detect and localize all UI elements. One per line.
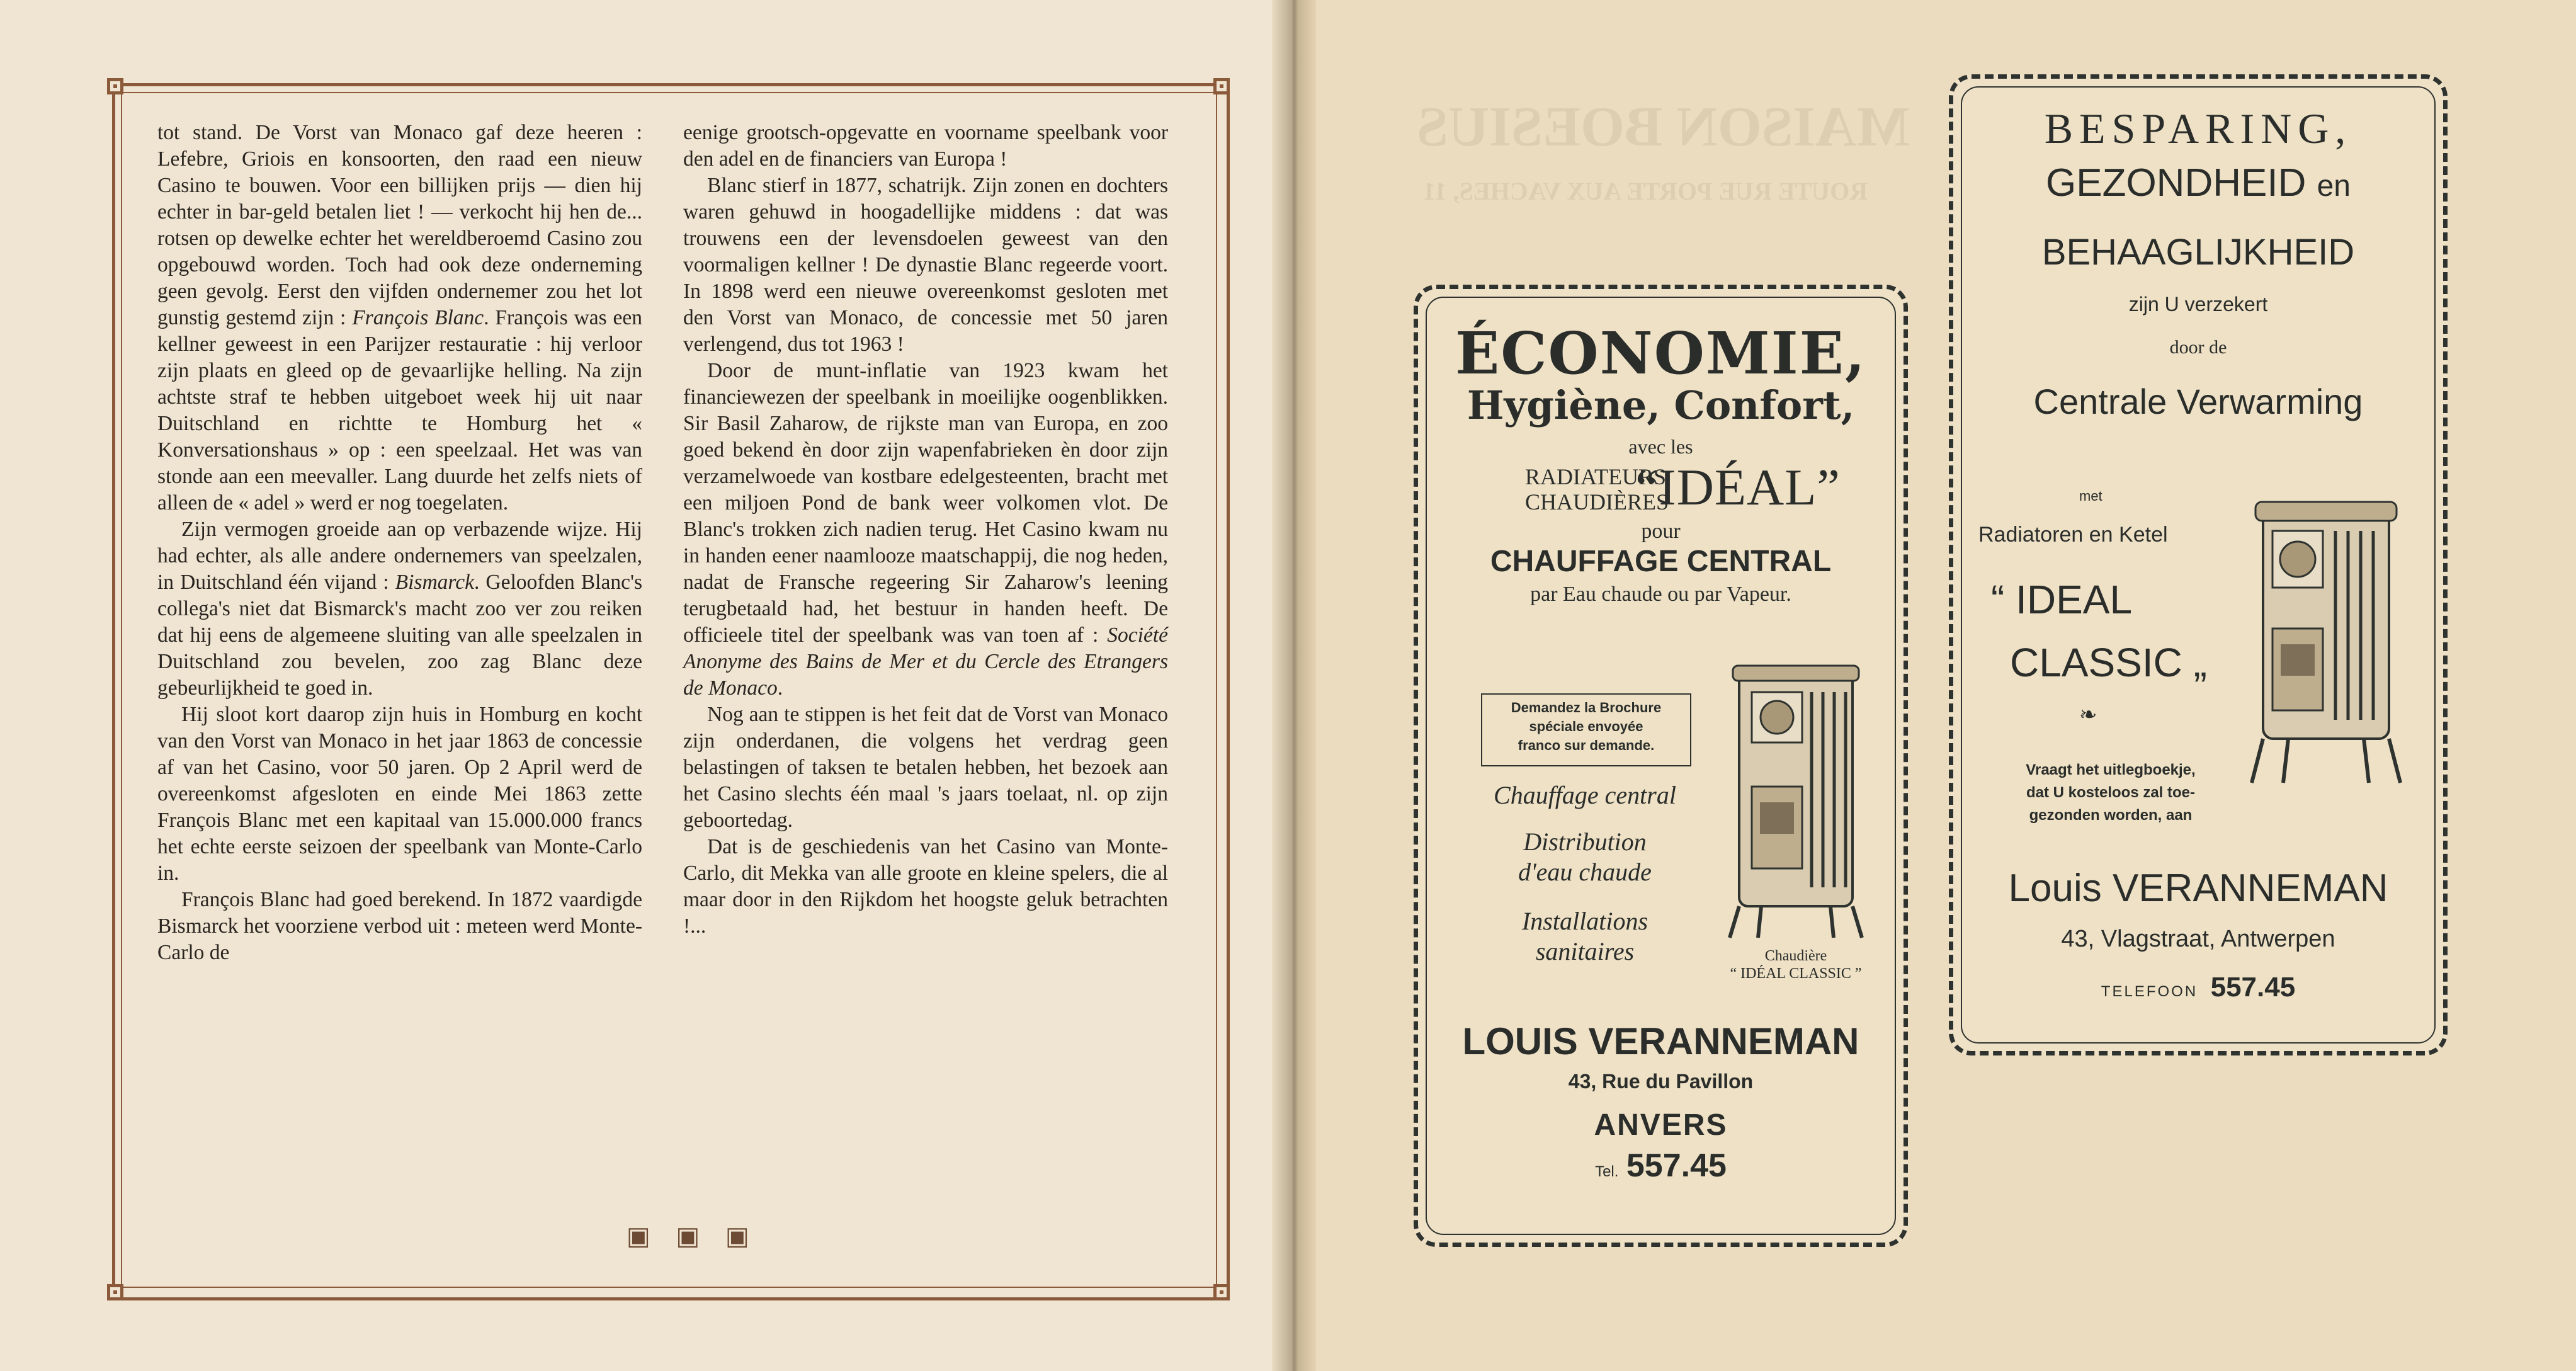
ad-text: “ IDÉAL CLASSIC ” <box>1730 965 1862 982</box>
ad-text: gezonden worden, aan <box>2029 807 2193 824</box>
text-run-italic: Société Anonyme des Bains de Mer et du Cercle des Etrangers de Monaco <box>683 623 1169 700</box>
text-run-italic: François Blanc <box>352 306 484 329</box>
ad-text: door de <box>2169 337 2227 358</box>
ad-headline-line3: BEHAAGLIJKHEID <box>2041 232 2355 273</box>
ad-text: Demandez la Brochure <box>1511 700 1662 715</box>
corner-ornament <box>107 78 123 94</box>
ad-service: Centrale Verwarming <box>2033 382 2363 421</box>
ad-text: Installations <box>1521 907 1648 935</box>
corner-ornament <box>1213 78 1230 94</box>
ad-text: Tel. <box>1595 1163 1619 1180</box>
text-run: . <box>777 676 783 700</box>
article-column-2 <box>683 120 1168 940</box>
brochure-note <box>1481 693 1691 766</box>
boiler-illustration <box>2244 493 2408 789</box>
advertisement-economie <box>1414 285 1908 1247</box>
paragraph <box>683 358 1168 702</box>
ad-brand: “ IDEAL <box>1991 577 2133 622</box>
ad-text: Vraagt het uitlegboekje, <box>2026 761 2196 778</box>
ad-text: d'eau chaude <box>1518 858 1652 886</box>
ad-text: pour <box>1641 520 1681 543</box>
ad-text: dat U kosteloos zal toe- <box>2026 784 2196 801</box>
phone-number: 557.45 <box>1626 1147 1727 1184</box>
ad-text: par Eau chaude ou par Vapeur. <box>1530 583 1791 606</box>
paragraph: Nog aan te stippen is het feit dat de Vorst van Monaco zijn onderdanen, die volgens het verdrag geen belastingen of taksen te betalen hebben, het bezoek aan het Casino slechts één maal 's jaars toelaat, nl. op zijn geboortedag. <box>683 703 1168 832</box>
ad-text: avec les <box>1628 435 1693 458</box>
ad-address: 43, Vlagstraat, Antwerpen <box>2061 926 2335 952</box>
bleed-through-text: MAISON BOESIUS <box>1417 96 1910 158</box>
ad-headline-line2 <box>1953 161 2443 205</box>
paragraph <box>157 516 642 702</box>
ad-services-list <box>1443 780 1727 967</box>
paragraph: Dat is de geschiedenis van het Casino van Monte-Carlo, dit Mekka van alle groote en kleine spelers, die al maar door in den Rijkdom het hoogste geluk betrachten !... <box>683 835 1168 938</box>
corner-ornament <box>1213 1284 1230 1300</box>
paragraph: Blanc stierf in 1877, schatrijk. Zijn zonen en dochters waren gehuwd in hoogadellijke middens : dat was trouwens een der levensdoelen geweest van den voormaligen kellner ! De dynastie Blanc regeerde voort. In 1898 werd een nieuwe overeenkomst gesloten met den Vorst van Monaco, de concessie met 50 jaren verlengend, dus tot 1963 ! <box>683 174 1168 356</box>
ad-text: Chaudière <box>1764 948 1827 964</box>
ad-brand: “IDÉAL” <box>1635 458 1841 516</box>
paragraph: Hij sloot kort daarop zijn huis in Homburg en kocht van den Vorst van Monaco in het jaar 1863 de concessie af van het Casino, voor 50 jaren. Op 2 April werd de overeenkomst afgesloten en einde Mei 1863 zette François Blanc met een kapitaal van 15.000.000 francs het echte eerste seizoen der speelbank van Monte-Carlo in. <box>157 703 642 885</box>
ad-address: 43, Rue du Pavillon <box>1568 1070 1754 1093</box>
ad-text: GEZONDHEID <box>2046 161 2306 205</box>
ad-text: en <box>2317 169 2351 203</box>
end-ornament: ▣ ▣ ▣ <box>627 1222 758 1251</box>
ad-subheadline: Hygiène, Confort, <box>1467 382 1855 428</box>
ad-text: Distribution <box>1523 828 1647 856</box>
text-run: . Geloofden Blanc's collega's niet dat Bismarck's macht zoo ver zou reiken dat hij eens de algemeene sluiting van alle speelzalen in Duitschland zou bevelen, zoo zag Blanc deze gebeurlijkheid te goed in. <box>157 571 643 700</box>
boiler-caption <box>1714 947 1878 982</box>
bleed-through-text: ROUTE RUE PORTE AUX VACHES, 11 <box>1423 177 1868 205</box>
text-run-italic: Bismarck <box>395 571 474 594</box>
ad-brochure-text <box>1978 759 2243 827</box>
advertisement-besparing <box>1949 74 2448 1055</box>
ad-text: RADIATEURS <box>1525 464 1667 489</box>
ad-company: Louis VERANNEMAN <box>2008 867 2388 910</box>
paragraph <box>157 120 642 516</box>
flourish-icon: ❧ <box>2079 702 2097 727</box>
text-run: . François was een kellner geweest in een Parijzer restauratie : hij verloor zijn plaats en gleed op de gevaarlijke helling. Na zijn achtste straf te hebben uitgeboet week hij uit naar Duitschland en richtte te Homburg het « Konversationshaus » op : een speelzaal. Het was van stonde aan een meevaller. Lang duurde het zelfs niets of alleen de « adel » werd er nog toegelaten. <box>157 306 642 515</box>
ad-product-types <box>1525 464 1669 515</box>
ad-text: franco sur demande. <box>1518 737 1655 753</box>
ad-text: sanitaires <box>1535 937 1635 965</box>
ad-city: ANVERS <box>1594 1108 1728 1142</box>
ad-headline: ÉCONOMIE, <box>1455 319 1866 387</box>
ad-text: met <box>2079 488 2102 504</box>
ad-phone <box>1953 972 2443 1003</box>
phone-number: 557.45 <box>2210 972 2296 1003</box>
book-spine <box>1272 0 1316 1371</box>
ad-text: Radiatoren en Ketel <box>1978 523 2168 547</box>
paragraph: eenige grootsch-opgevatte en voorname speelbank voor den adel en de financiers van Europa ! <box>683 121 1168 171</box>
boiler-illustration <box>1723 661 1868 944</box>
text-run: tot stand. De Vorst van Monaco gaf deze heeren : Lefebre, Griois en konsoorten, den raad een nieuw Casino te bouwen. Voor een billijken prijs — dien hij echter in bar-geld betalen liet ! — verkocht hij hen de... rotsen op dewelke echter het wereldberoemd Casino zou opgebouwd worden. Toch had ook deze onderneming geen gevolg. Eerst den vijfden ondernemer zou het lot gunstig gestemd zijn : <box>157 121 642 329</box>
text-run: Zijn vermogen groeide aan op verbazende wijze. Hij had echter, als alle andere ondernemers van speelzalen, in Duitschland één vijand : <box>157 518 642 594</box>
ad-text: spéciale envoyée <box>1529 719 1643 734</box>
ad-headline: BESPARING, <box>2044 105 2352 152</box>
ad-company: LOUIS VERANNEMAN <box>1462 1020 1859 1062</box>
ad-text: TELEFOON <box>2101 983 2198 1000</box>
article-column-1 <box>157 120 642 966</box>
corner-ornament <box>107 1284 123 1300</box>
ad-text: CHAUDIÈRES <box>1525 489 1669 515</box>
ad-brand: CLASSIC „ <box>2010 640 2207 685</box>
ad-service: CHAUFFAGE CENTRAL <box>1490 545 1832 578</box>
paragraph: François Blanc had goed berekend. In 1872 vaardigde Bismarck het voorziene verbod uit : meteen werd Monte-Carlo de <box>157 888 642 964</box>
ad-phone <box>1418 1147 1904 1185</box>
ad-text: zijn U verzekert <box>2128 293 2268 316</box>
ad-text: Chauffage central <box>1494 781 1676 809</box>
text-run: Door de munt-inflatie van 1923 kwam het financiewezen der speelbank in moeilijke oogenblikken. Sir Basil Zaharow, de rijkste man van Europa, en zoo goed bekend èn door zijn wapenfabrieken èn door zijn verzamelwoede van kostbare edelgesteenten, bracht met een miljoen Pond de bank weer volkomen vlot. De Blanc's trokken zich nadien terug. Het Casino kwam nu in handen eener naamlooze maatschappij, die nog heden, nadat de Fransche regeering Sir Zaharow's leening terugbetaald had, het bestuur in handen heeft. De officieele titel der speelbank was van toen af : <box>683 359 1168 647</box>
